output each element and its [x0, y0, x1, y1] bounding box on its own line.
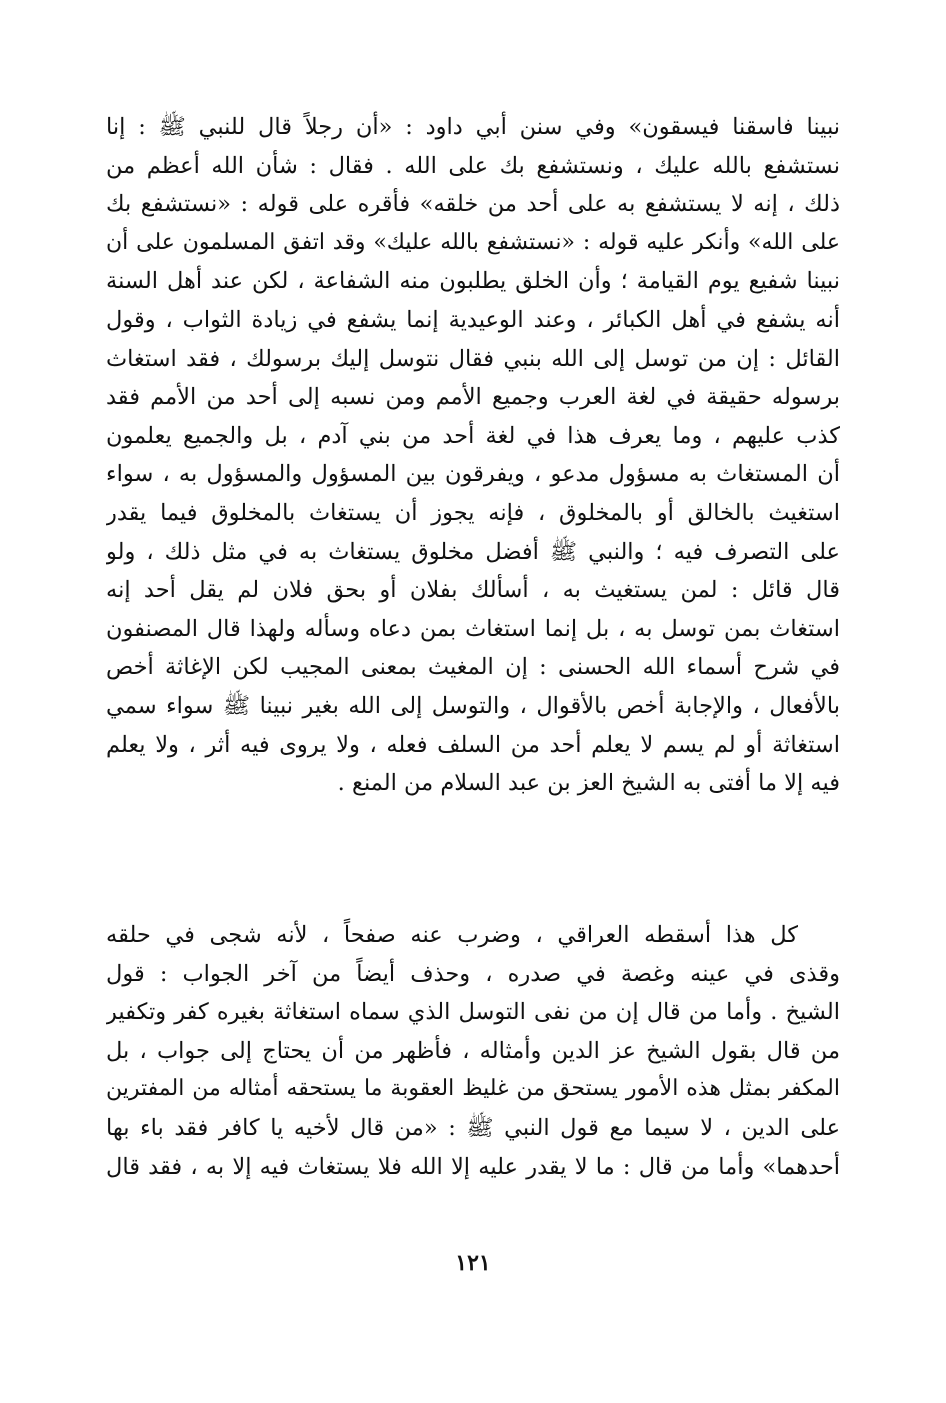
- text-line: استغاثة أو لم يسم لا يعلم أحد من السلف فعله ، ولا يروى فيه أثر ، ولا يعلم: [106, 731, 840, 758]
- text-line: ذلك ، إنه لا يستشفع به على أحد من خلقه» فأقره على قوله : «نستشفع بك: [106, 191, 840, 218]
- text-line: أنه يشفع في أهل الكبائر ، وعند الوعيدية إنما يشفع في زيادة الثواب ، وقول: [106, 306, 840, 333]
- text-line: استغاث بمن توسل به ، بل إنما استغاث بمن دعاه وسأله ولهذا قال المصنفون: [106, 615, 840, 642]
- text-line: نستشفع بالله عليك ، ونستشفع بك على الله . فقال : شأن الله أعظم من: [106, 152, 840, 179]
- text-line: القائل : إن من توسل إلى الله بنبي فقال نتوسل إليك برسولك ، فقد استغاث: [106, 345, 840, 372]
- text-line: كذب عليهم ، وما يعرف هذا في لغة أحد من بني آدم ، بل والجميع يعلمون: [106, 422, 840, 449]
- text-line: على الدين ، لا سيما مع قول النبي ﷺ : «من قال لأخيه يا كافر فقد باء بها: [106, 1114, 840, 1141]
- text-line: فيه إلا ما أفتى به الشيخ العز بن عبد السلام من المنع .: [337, 770, 840, 797]
- paragraph-1: [106, 108, 840, 803]
- text-line: نبينا شفيع يوم القيامة ؛ وأن الخلق يطلبون منه الشفاعة ، لكن عند أهل السنة: [106, 268, 840, 295]
- text-line: في شرح أسماء الله الحسنى : إن المغيث بمعنى المجيب لكن الإغاثة أخص: [106, 654, 840, 681]
- text-line: على الله» وأنكر عليه قوله : «نستشفع بالله عليك» وقد اتفق المسلمون على أن: [106, 229, 840, 255]
- text-line: كل هذا أسقطه العراقي ، وضرب عنه صفحاً ، لأنه شجى في حلقه: [106, 922, 798, 948]
- page-number: ١٢١: [455, 1250, 491, 1276]
- text-line: نبينا فاسقنا فيسقون» وفي سنن أبي داود : «أن رجلاً قال للنبي ﷺ : إنا: [106, 114, 840, 140]
- text-line: على التصرف فيه ؛ والنبي ﷺ أفضل مخلوق يستغاث به في مثل ذلك ، ولو: [106, 538, 840, 565]
- text-line: استغيث بالخالق أو بالمخلوق ، فإنه يجوز أن يستغاث بالمخلوق فيما يقدر: [106, 499, 840, 526]
- text-line: من قال بقول الشيخ عز الدين وأمثاله ، فأظهر من أن يحتاج إلى جواب ، بل: [106, 1037, 840, 1064]
- text-line: قال قائل : لمن يستغيث به ، أسألك بفلان أو بحق فلان لم يقل أحد إنه: [106, 577, 840, 604]
- text-line: أحدهما» وأما من قال : ما لا يقدر عليه إلا الله فلا يستغاث فيه إلا به ، فقد قال: [106, 1153, 840, 1180]
- text-line: وقذى في عينه وغصة في صدره ، وحذف أيضاً من آخر الجواب : قول: [106, 960, 840, 987]
- text-line: أن المستغاث به مسؤول مدعو ، ويفرقون بين المسؤول والمسؤول به ، سواء: [106, 461, 840, 488]
- text-line: الشيخ . وأما من قال إن من نفى التوسل الذي سماه استغاثة بغيره كفر وتكفير: [106, 999, 840, 1026]
- text-line: بالأفعال ، والإجابة أخص بالأقوال ، والتوسل إلى الله بغير نبينا ﷺ سواء سمي: [106, 692, 840, 719]
- text-line: المكفر بمثل هذه الأمور يستحق من غليظ العقوبة ما يستحقه أمثاله من المفترين: [106, 1076, 840, 1102]
- paragraph-2: [106, 916, 840, 1186]
- text-line: برسوله حقيقة في لغة العرب وجميع الأمم ومن نسبه إلى أحد من الأمم فقد: [106, 384, 840, 411]
